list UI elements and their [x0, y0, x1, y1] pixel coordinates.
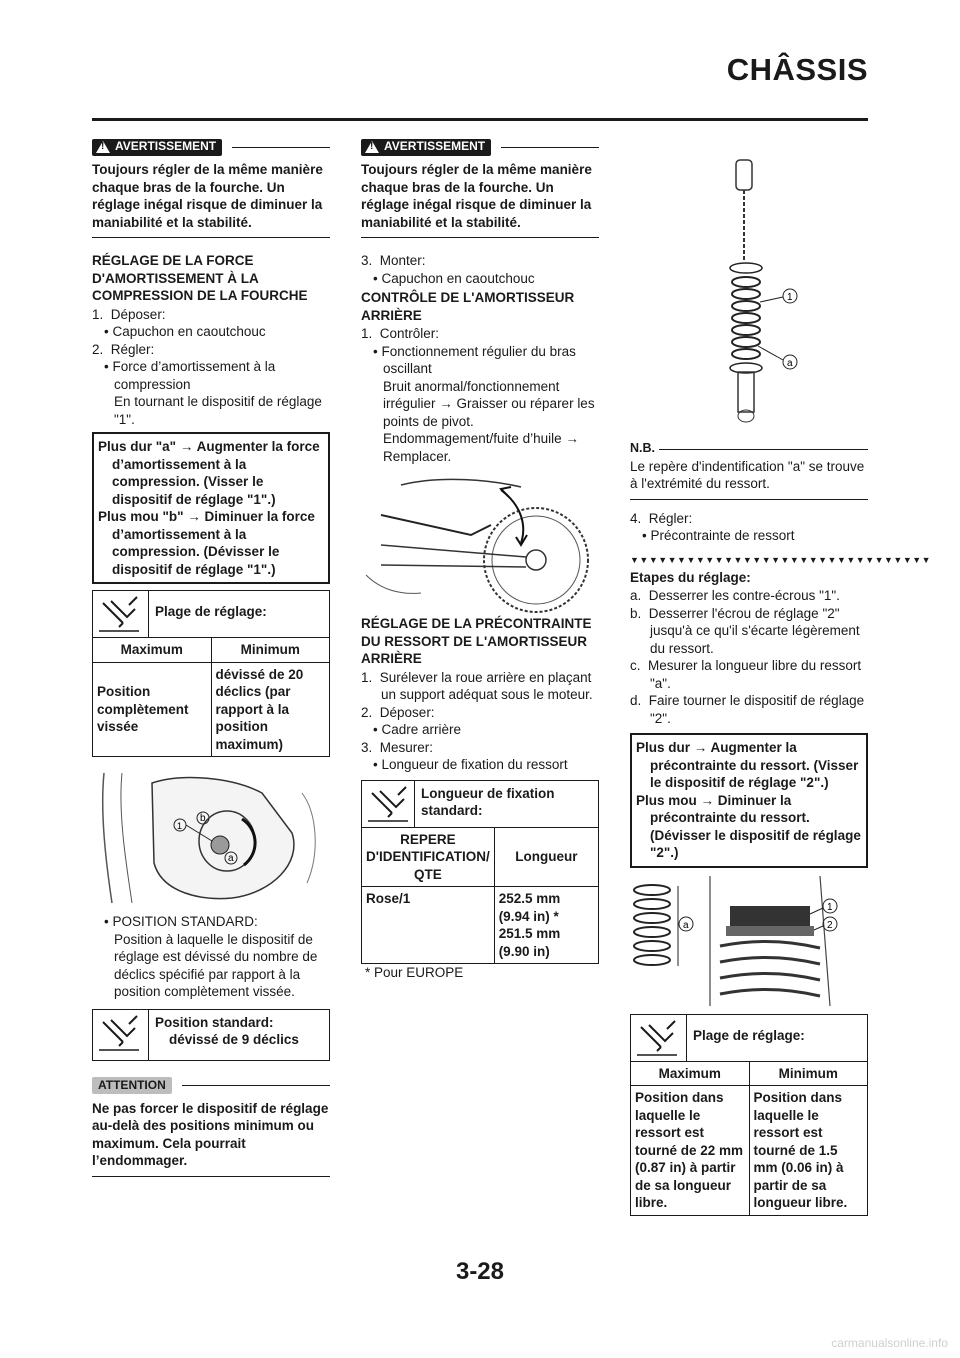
- cell-max: Position complètement vissée: [93, 662, 212, 757]
- fig2-label-2: 2: [827, 919, 833, 931]
- attention-badge: ATTENTION: [92, 1077, 172, 1094]
- steps-title: Etapes du réglage:: [630, 569, 751, 585]
- spring-adjust-illustration: [630, 876, 868, 1006]
- footnote: * Pour EUROPE: [365, 965, 464, 980]
- standard-position-table: [92, 1009, 330, 1061]
- cell-length: 252.5 mm (9.94 in) * 251.5 mm (9.90 in): [494, 887, 598, 964]
- swingarm-figure: [361, 475, 599, 605]
- note-header: N.B.: [630, 440, 868, 458]
- preload-range-table: [630, 1014, 868, 1216]
- step-2-item: • Force d’amortissement à la compression: [104, 359, 276, 392]
- section-title: RÉGLAGE DE LA FORCE D'AMORTISSEMENT À LA COMPRESSION DE LA FOURCHE: [92, 253, 308, 303]
- box-line-soft: Plus mou "b" → Diminuer la force d’amortissement à la compression. (Dévisser le dispositif de réglage "1".): [98, 509, 315, 577]
- preload-box: [630, 733, 868, 868]
- table-title: Longueur de fixation standard:: [421, 785, 555, 818]
- spring-length-table: [361, 780, 599, 965]
- header-rule: [92, 118, 868, 121]
- page-title: CHÂSSIS: [726, 52, 868, 87]
- warning-header: [92, 136, 330, 158]
- preload-step-3-item: • Longueur de fixation du ressort: [373, 757, 568, 772]
- std-table-title: Position standard:: [155, 1014, 274, 1030]
- fig-label-1: 1: [787, 292, 793, 303]
- step-2-detail: En tournant le dispositif de réglage "1".: [114, 394, 322, 427]
- box-line-soft: Plus mou → Diminuer la précontrainte du ressort. (Dévisser le dispositif de réglage "2".): [636, 792, 861, 860]
- wrench-icon: [93, 591, 149, 637]
- attention-text: Ne pas forcer le dispositif de réglage au-delà des positions minimum ou maximum. Cela pourrait l’endommager.: [92, 1100, 330, 1177]
- preload-step-2: 2. Déposer:: [361, 704, 435, 720]
- cell-id: Rose/1: [362, 887, 495, 964]
- attention-header: [92, 1075, 330, 1097]
- check-item: • Fonctionnement régulier du bras oscillant: [373, 343, 576, 376]
- warning-triangle-icon: [96, 141, 110, 153]
- cell-min: Position dans laquelle le ressort est tourné de 1.5 mm (0.06 in) à partir de sa longueur libre.: [749, 1086, 868, 1216]
- warning-text: Toujours régler de la même manière chaque bras de la fourche. Un réglage inégal risque de diminuer la maniabilité et la stabilité.: [361, 161, 599, 238]
- col-header-id: REPERE D'IDENTIFICATION/ QTE: [362, 827, 495, 887]
- stiffness-box: [92, 432, 330, 584]
- box-line-hard: Plus dur → Augmenter la précontrainte du ressort. (Visser le dispositif de réglage "2".): [636, 740, 859, 790]
- fork-adjuster-figure: [92, 773, 330, 903]
- watermark: carmanualsonline.info: [831, 1336, 948, 1350]
- fig-label-a: a: [787, 358, 793, 369]
- wrench-icon: [362, 781, 415, 827]
- box-line-hard: Plus dur "a" → Augmenter la force d’amortissement à la compression. (Visser le dispositif de réglage "1".): [98, 439, 320, 507]
- col-header-max: Maximum: [631, 1061, 750, 1086]
- fig-label-a: a: [228, 853, 234, 864]
- check-section-title: CONTRÔLE DE L'AMORTISSEUR ARRIÈRE: [361, 290, 575, 323]
- note-text: Le repère d'indentification "a" se trouve à l'extrémité du ressort.: [630, 458, 868, 500]
- fig2-label-1: 1: [827, 901, 833, 913]
- check-step-1: 1. Contrôler:: [361, 326, 440, 341]
- step-b: b. Desserrer l'écrou de réglage "2" jusqu'à ce qu'il s'écarte légèrement du ressort.: [630, 605, 860, 656]
- fig-label-b: b: [200, 813, 206, 824]
- fig2-label-a: a: [683, 919, 689, 931]
- preload-step-3: 3. Mesurer:: [361, 739, 434, 755]
- step-a: a. Desserrer les contre-écrous "1".: [630, 588, 840, 603]
- warning-triangle-icon: [365, 141, 379, 153]
- step-3: 3. Monter:: [361, 253, 426, 268]
- fork-adjuster-illustration: [92, 773, 330, 903]
- warning-badge: ! AVERTISSEMENT: [361, 139, 491, 156]
- step-d: d. Faire tourner le dispositif de réglage "2".: [630, 693, 865, 726]
- column-3: [630, 136, 932, 1216]
- column-2: [361, 136, 599, 982]
- std-bullet: • POSITION STANDARD:: [104, 914, 258, 929]
- col-header-min: Minimum: [211, 638, 330, 663]
- cell-min: dévissé de 20 déclics (par rapport à la position maximum): [211, 662, 330, 757]
- wrench-icon: [93, 1010, 149, 1060]
- step-4-item: • Précontrainte de ressort: [642, 528, 795, 543]
- step-3-item: • Capuchon en caoutchouc: [373, 270, 535, 286]
- preload-step-1: 1. Surélever la roue arrière en plaçant un support adéquat sous le moteur.: [361, 669, 593, 702]
- cell-max: Position dans laquelle le ressort est tourné de 22 mm (0.87 in) à partir de sa longueur libre.: [631, 1086, 750, 1216]
- check-detail-2: Endommagement/fuite d’huile → Remplacer.: [383, 431, 579, 464]
- std-table-value: dévissé de 9 déclics: [169, 1032, 299, 1047]
- step-c: c. Mesurer la longueur libre du ressort "a".: [630, 658, 862, 691]
- triangle-divider: ▼▼▼▼▼▼▼▼▼▼▼▼▼▼▼▼▼▼▼▼▼▼▼▼▼▼▼▼▼▼▼▼: [630, 554, 932, 565]
- col-header-length: Longueur: [494, 827, 598, 887]
- adjust-range-table: [92, 590, 330, 757]
- fig-label-1: 1: [177, 821, 183, 831]
- shock-illustration: [630, 150, 868, 430]
- warning-header: [361, 136, 599, 158]
- column-1: [92, 136, 330, 1191]
- preload-step-2-item: • Cadre arrière: [373, 722, 462, 737]
- step-1-item: • Capuchon en caoutchouc: [104, 324, 266, 339]
- shock-spring-figure: [630, 150, 868, 430]
- warning-badge: ! AVERTISSEMENT: [92, 139, 222, 156]
- step-2: 2. Régler:: [92, 341, 155, 357]
- warning-text: Toujours régler de la même manière chaque bras de la fourche. Un réglage inégal risque de diminuer la maniabilité et la stabilité.: [92, 161, 330, 238]
- col-header-min: Minimum: [749, 1061, 868, 1086]
- table-title: Plage de réglage:: [693, 1027, 805, 1043]
- step-1: 1. Déposer:: [92, 306, 166, 322]
- table-title: Plage de réglage:: [155, 604, 267, 619]
- std-detail: Position à laquelle le dispositif de réglage est dévissé du nombre de déclics spécifié par rapport à la position complètement vissée.: [114, 931, 318, 999]
- preload-section-title: RÉGLAGE DE LA PRÉCONTRAINTE DU RESSORT DE L'AMORTISSEUR ARRIÈRE: [361, 616, 592, 666]
- page-number: 3-28: [455, 1258, 505, 1285]
- col-header-max: Maximum: [93, 638, 212, 663]
- spring-adjust-figure: [630, 876, 868, 1006]
- check-detail-1: Bruit anormal/fonctionnement irrégulier → Graisser ou réparer les points de pivot.: [383, 378, 595, 429]
- swingarm-illustration: [361, 475, 599, 605]
- wrench-icon: [631, 1015, 687, 1061]
- step-4: 4. Régler:: [630, 510, 693, 526]
